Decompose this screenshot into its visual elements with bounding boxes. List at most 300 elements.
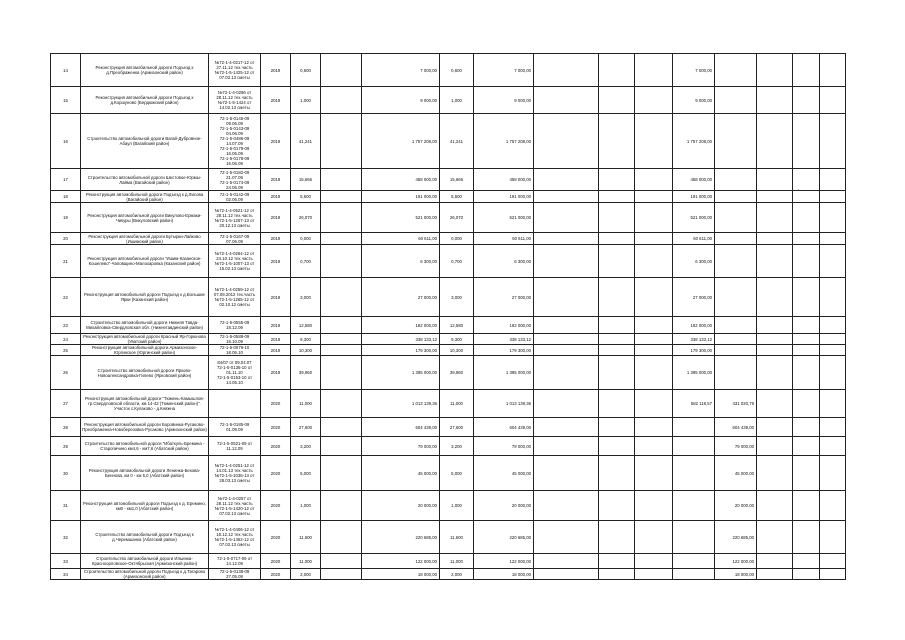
cell-cost-2: 179 300,00 — [474, 345, 534, 356]
cell-blank-d — [635, 356, 673, 390]
cell-cost: 182 000,00 — [362, 317, 440, 334]
cell-row-number: 33 — [51, 554, 81, 569]
cell-value-2019 — [673, 521, 715, 554]
cell-length: 3,000 — [291, 278, 321, 317]
cell-blank-f — [820, 418, 846, 437]
cell-blank-b — [534, 437, 599, 456]
cell-value-later — [757, 54, 793, 87]
cell-blank-b — [534, 191, 599, 203]
cell-length-2: 41,241 — [440, 114, 474, 169]
cell-blank-a — [321, 554, 362, 569]
cell-cost: 179 300,00 — [362, 345, 440, 356]
cell-value-later — [757, 569, 793, 580]
cell-year: 2019 — [261, 345, 291, 356]
cell-year: 2019 — [261, 317, 291, 334]
cell-blank-d — [635, 54, 673, 87]
cell-cost: 604 439,00 — [362, 418, 440, 437]
cell-value-2019 — [673, 491, 715, 521]
cell-value-later — [757, 233, 793, 245]
cell-blank-b — [534, 390, 599, 418]
cell-value-2019: 521 000,00 — [673, 203, 715, 233]
cell-blank-f — [820, 356, 846, 390]
cell-length: 2,000 — [291, 569, 321, 580]
cell-blank-e — [793, 169, 820, 191]
cell-year: 2019 — [261, 191, 291, 203]
cell-blank-d — [635, 437, 673, 456]
cell-value-2020: 122 000,00 — [715, 554, 757, 569]
cell-value-2020: 20 000,00 — [715, 491, 757, 521]
cell-cost-2: 60 611,00 — [474, 233, 534, 245]
cell-cost-2: 122 000,00 — [474, 554, 534, 569]
cell-blank-c — [599, 390, 635, 418]
cell-length: 10,300 — [291, 345, 321, 356]
cell-length: 41,241 — [291, 114, 321, 169]
cell-blank-a — [321, 191, 362, 203]
table-row — [51, 245, 846, 278]
cell-blank-f — [820, 245, 846, 278]
cell-object-name: Строительство автомобильной дороги "Ибаткуль-Бремина - Старопичино км4,6 - км7,6 (Абатский район) — [81, 437, 209, 456]
cell-length: 12,580 — [291, 317, 321, 334]
cell-blank-d — [635, 114, 673, 169]
cell-year: 2020 — [261, 521, 291, 554]
cell-blank-b — [534, 554, 599, 569]
cell-blank-b — [534, 114, 599, 169]
cell-cost: 1 395 000,00 — [362, 356, 440, 390]
cell-blank-d — [635, 317, 673, 334]
cell-value-later — [757, 437, 793, 456]
cell-length-2: 1,000 — [440, 87, 474, 114]
cell-value-2019: 582 118,57 — [673, 390, 715, 418]
cell-project-doc — [209, 390, 261, 418]
cell-length-2: 2,000 — [440, 569, 474, 580]
cell-blank-b — [534, 87, 599, 114]
cell-year: 2020 — [261, 437, 291, 456]
cell-blank-d — [635, 456, 673, 491]
cell-length: 5,000 — [291, 456, 321, 491]
cell-blank-e — [793, 114, 820, 169]
cell-object-name: Реконструкция автомобильной дороги Подъезд к д.Большие Ярки (Казанский район) — [81, 278, 209, 317]
cell-blank-e — [793, 491, 820, 521]
cell-object-name: Реконструкция автомобильной дороги Боровинка-Русаково-Преображенка-Новоберезовка-Русаково (Армизонский район) — [81, 418, 209, 437]
cell-value-2019: 6 300,00 — [673, 245, 715, 278]
cell-value-2020 — [715, 54, 757, 87]
cell-row-number: 17 — [51, 169, 81, 191]
cell-value-later — [757, 317, 793, 334]
table-row — [51, 191, 846, 203]
cell-blank-e — [793, 245, 820, 278]
cell-value-later — [757, 345, 793, 356]
cell-cost: 7 000,00 — [362, 54, 440, 87]
cell-length: 27,600 — [291, 418, 321, 437]
table-body — [51, 54, 846, 580]
cell-object-name: Реконструкция автомобильной дороги Подъезд к д. Еремино, км0 - км1,0 (Абатский район) — [81, 491, 209, 521]
cell-cost-2: 521 000,00 — [474, 203, 534, 233]
document-sheet — [50, 53, 845, 580]
cell-blank-c — [599, 569, 635, 580]
cell-value-later — [757, 521, 793, 554]
cell-value-2020 — [715, 278, 757, 317]
cell-year: 2019 — [261, 245, 291, 278]
cell-cost: 220 685,00 — [362, 521, 440, 554]
cell-blank-e — [793, 418, 820, 437]
cell-cost: 1 013 139,36 — [362, 390, 440, 418]
cell-value-2020 — [715, 245, 757, 278]
table-row — [51, 554, 846, 569]
table-row — [51, 334, 846, 345]
cell-blank-c — [599, 191, 635, 203]
table-row — [51, 569, 846, 580]
cell-blank-e — [793, 390, 820, 418]
cell-blank-e — [793, 334, 820, 345]
cell-length: 1,000 — [291, 491, 321, 521]
cell-length-2: 11,000 — [440, 554, 474, 569]
cell-project-doc: 84/07 от 09.04.07 72-1-5-0136-10 от 01.11.10 72-1-5-0153-10 от 14.05.10 — [209, 356, 261, 390]
cell-row-number: 32 — [51, 521, 81, 554]
cell-blank-c — [599, 554, 635, 569]
cell-value-later — [757, 191, 793, 203]
cell-cost-2: 220 685,00 — [474, 521, 534, 554]
cell-row-number: 25 — [51, 345, 81, 356]
cell-object-name: Реконструкция автомобильной дороги Красный Яр-Горюнова (Уватский район) — [81, 334, 209, 345]
cell-value-2019: 179 300,00 — [673, 345, 715, 356]
cell-blank-a — [321, 345, 362, 356]
cell-length-2: 11,600 — [440, 521, 474, 554]
cell-project-doc: 72-1-5-0185-09 01.09.09 — [209, 418, 261, 437]
cell-year: 2020 — [261, 456, 291, 491]
cell-cost-2: 18 000,00 — [474, 569, 534, 580]
table-row — [51, 317, 846, 334]
table-row — [51, 169, 846, 191]
cell-blank-d — [635, 191, 673, 203]
cell-cost-2: 20 000,00 — [474, 491, 534, 521]
cell-blank-f — [820, 203, 846, 233]
cell-cost: 18 000,00 — [362, 569, 440, 580]
cell-cost-2: 27 000,00 — [474, 278, 534, 317]
cell-value-2019: 1 757 208,00 — [673, 114, 715, 169]
cell-length-2: 3,200 — [440, 437, 474, 456]
cell-blank-f — [820, 87, 846, 114]
cell-blank-a — [321, 54, 362, 87]
cell-row-number: 26 — [51, 356, 81, 390]
cell-blank-e — [793, 203, 820, 233]
cell-project-doc: №72-1-4-0264-12 от 24.10.12 тех.часть №72-1-5-1007-13 от 15.02.13 сметы — [209, 245, 261, 278]
cell-length: 0,000 — [291, 233, 321, 245]
cell-year: 2020 — [261, 569, 291, 580]
cell-object-name: Строительство автомобильной дороги Ильинка-Красноорловское-Октябрьская (Армизонский район) — [81, 554, 209, 569]
cell-cost: 458 000,00 — [362, 169, 440, 191]
cell-value-2020 — [715, 114, 757, 169]
cell-blank-d — [635, 245, 673, 278]
cell-cost-2: 79 000,00 — [474, 437, 534, 456]
cell-cost: 45 000,00 — [362, 456, 440, 491]
cell-cost-2: 182 000,00 — [474, 317, 534, 334]
cell-project-doc: №72-1-4-0251-12 от 14.01.13 тех.часть №72-1-5-1036-13 от 28.03.13 сметы — [209, 456, 261, 491]
cell-cost-2: 6 300,00 — [474, 245, 534, 278]
cell-object-name: Реконструкция автомобильной дороги Ленинка-Бекова-Беннова, км 0 - км 5,0 (Абатский район) — [81, 456, 209, 491]
cell-blank-d — [635, 521, 673, 554]
cell-blank-c — [599, 345, 635, 356]
cell-value-later — [757, 278, 793, 317]
cell-value-2020 — [715, 345, 757, 356]
cell-blank-a — [321, 569, 362, 580]
cell-project-doc: №72-1-4-0257 от 28.11.12 тех.часть №72-1-5-1420-12 от 07.02.13 сметы — [209, 491, 261, 521]
cell-value-later — [757, 169, 793, 191]
cell-value-2019 — [673, 554, 715, 569]
cell-blank-f — [820, 569, 846, 580]
cell-value-2019 — [673, 569, 715, 580]
table-row — [51, 521, 846, 554]
cell-object-name: Реконструкция автомобильной дороги Подъезд к д.Коршуново (Бердюжский район) — [81, 87, 209, 114]
cell-project-doc: 72-1-5-0145-09 09.06.09 72-1-5-0143-09 04.06.09 72-1-5-0486-09 14.07.09 72-1-5-0179-09 16.06.09 72-1-5-0178-09 16.06.09 — [209, 114, 261, 169]
cell-blank-e — [793, 437, 820, 456]
cell-blank-e — [793, 569, 820, 580]
cell-object-name: Реконструкция автомобильной дороги "Ишим-Казанское-Кошелево"-Чаповщино-Малохаровка (Казанский район) — [81, 245, 209, 278]
cell-value-later — [757, 334, 793, 345]
cell-blank-f — [820, 390, 846, 418]
cell-project-doc: 72-1-5-0167-09 07.06.09 — [209, 233, 261, 245]
cell-value-2019: 27 000,00 — [673, 278, 715, 317]
cell-blank-c — [599, 456, 635, 491]
cell-blank-b — [534, 491, 599, 521]
table-row — [51, 114, 846, 169]
cell-blank-e — [793, 317, 820, 334]
cell-blank-f — [820, 233, 846, 245]
cell-cost: 60 611,00 — [362, 233, 440, 245]
cell-blank-b — [534, 521, 599, 554]
cell-value-2019: 182 000,00 — [673, 317, 715, 334]
cell-cost-2: 338 133,12 — [474, 334, 534, 345]
mark: . — [798, 186, 800, 192]
cell-object-name: Реконструкция автомобильной дороги Викулово-Ермаки-Чикуры (Викуловский район) — [81, 203, 209, 233]
cell-cost: 6 300,00 — [362, 245, 440, 278]
cell-value-2020 — [715, 356, 757, 390]
cell-blank-b — [534, 456, 599, 491]
cell-blank-a — [321, 87, 362, 114]
cell-project-doc: 72-1-5-0588-09 15.10.09 — [209, 334, 261, 345]
cell-blank-c — [599, 437, 635, 456]
cell-length-2: 27,600 — [440, 418, 474, 437]
cell-year: 2020 — [261, 390, 291, 418]
cell-blank-d — [635, 390, 673, 418]
cell-project-doc: №72-1-4-0406-12 от 18.12.12 тех.часть №72-1-5-1452-12 от 07.02.13 сметы — [209, 521, 261, 554]
cell-blank-c — [599, 334, 635, 345]
cell-value-2019 — [673, 437, 715, 456]
cell-blank-b — [534, 345, 599, 356]
cell-object-name: Строительство автомобильной дороги Ярково-Новоалександровка-Гилево (Ярковский район) — [81, 356, 209, 390]
cell-blank-a — [321, 491, 362, 521]
cell-value-2020: 45 000,00 — [715, 456, 757, 491]
cell-length: 26,070 — [291, 203, 321, 233]
cell-project-doc: 72-1-5-0555-09 18.12.09 — [209, 317, 261, 334]
cell-value-2019 — [673, 418, 715, 437]
cell-project-doc: 72-1-5-0079-10 18.06.10 — [209, 345, 261, 356]
cell-length-2: 15,666 — [440, 169, 474, 191]
cell-object-name: Строительство автомобильной дороги Подъезд к д.Тагарово (Армизонский район) — [81, 569, 209, 580]
cell-blank-a — [321, 169, 362, 191]
cell-value-2020 — [715, 203, 757, 233]
cell-value-2019: 458 000,00 — [673, 169, 715, 191]
cell-blank-d — [635, 345, 673, 356]
cell-blank-f — [820, 334, 846, 345]
cell-blank-a — [321, 203, 362, 233]
cell-value-2020 — [715, 191, 757, 203]
cell-blank-a — [321, 334, 362, 345]
cell-year: 2019 — [261, 87, 291, 114]
cell-value-2020: 79 000,00 — [715, 437, 757, 456]
cell-value-later — [757, 87, 793, 114]
cell-row-number: 29 — [51, 437, 81, 456]
cell-row-number: 28 — [51, 418, 81, 437]
cell-blank-d — [635, 569, 673, 580]
cell-blank-d — [635, 554, 673, 569]
cell-blank-f — [820, 169, 846, 191]
cell-value-later — [757, 356, 793, 390]
cell-blank-a — [321, 114, 362, 169]
table-row — [51, 345, 846, 356]
table-row — [51, 456, 846, 491]
cell-blank-f — [820, 521, 846, 554]
cell-cost: 122 000,00 — [362, 554, 440, 569]
cell-cost-2: 45 000,00 — [474, 456, 534, 491]
cell-cost: 20 000,00 — [362, 491, 440, 521]
cell-blank-d — [635, 233, 673, 245]
cell-blank-d — [635, 203, 673, 233]
cell-year: 2019 — [261, 114, 291, 169]
cell-value-2020 — [715, 233, 757, 245]
cell-cost-2: 1 013 139,36 — [474, 390, 534, 418]
cell-blank-a — [321, 437, 362, 456]
cell-length-2: 26,070 — [440, 203, 474, 233]
cell-blank-e — [793, 191, 820, 203]
cell-blank-c — [599, 245, 635, 278]
cell-value-2020 — [715, 169, 757, 191]
table-row — [51, 233, 846, 245]
cell-length-2: 9,300 — [440, 334, 474, 345]
cell-value-2020 — [715, 334, 757, 345]
cell-blank-a — [321, 418, 362, 437]
cell-blank-c — [599, 87, 635, 114]
cell-blank-b — [534, 203, 599, 233]
cell-blank-b — [534, 278, 599, 317]
cell-row-number: 24 — [51, 334, 81, 345]
cell-blank-d — [635, 87, 673, 114]
cell-blank-b — [534, 169, 599, 191]
table-row — [51, 418, 846, 437]
table-row — [51, 203, 846, 233]
cell-value-2019: 191 000,00 — [673, 191, 715, 203]
cell-project-doc: №72-1-4-0217-12 от 27.11.12 тех.часть №72-1-5-1425-12 от 07.02.13 сметы — [209, 54, 261, 87]
cell-row-number: 21 — [51, 245, 81, 278]
cell-blank-e — [793, 456, 820, 491]
cell-length: 11,600 — [291, 521, 321, 554]
cell-cost-2: 1 395 000,00 — [474, 356, 534, 390]
cell-year: 2019 — [261, 203, 291, 233]
table-row — [51, 54, 846, 87]
cell-row-number: 20 — [51, 233, 81, 245]
cell-year: 2019 — [261, 278, 291, 317]
cell-value-2020 — [715, 317, 757, 334]
cell-blank-e — [793, 554, 820, 569]
cell-value-later — [757, 114, 793, 169]
cell-blank-a — [321, 233, 362, 245]
cell-blank-a — [321, 245, 362, 278]
cell-blank-a — [321, 521, 362, 554]
cell-blank-b — [534, 569, 599, 580]
cell-blank-c — [599, 278, 635, 317]
cell-blank-f — [820, 437, 846, 456]
cell-length-2: 1,000 — [440, 491, 474, 521]
cell-year: 2019 — [261, 169, 291, 191]
cell-blank-c — [599, 169, 635, 191]
cell-cost: 1 757 208,00 — [362, 114, 440, 169]
cell-project-doc: 72-1-5-0142-09 02.06.09 — [209, 191, 261, 203]
cell-value-2019: 1 395 000,00 — [673, 356, 715, 390]
cell-length: 0,600 — [291, 54, 321, 87]
table-row — [51, 390, 846, 418]
cell-value-2020 — [715, 87, 757, 114]
cell-object-name: Реконструкция автомобильной дороги Подъезд к д.Лисова (Вагайский район) — [81, 191, 209, 203]
cell-row-number: 15 — [51, 87, 81, 114]
cell-project-doc: №72-1-4-0259-12 от 07.09.2012 тех.часть №72-1-5-1265-12 от 02.10.12 сметы — [209, 278, 261, 317]
cell-year: 2020 — [261, 554, 291, 569]
cell-blank-e — [793, 356, 820, 390]
cell-blank-b — [534, 54, 599, 87]
cell-blank-d — [635, 278, 673, 317]
cell-blank-f — [820, 345, 846, 356]
cell-year: 2020 — [261, 418, 291, 437]
cell-length: 3,200 — [291, 437, 321, 456]
cell-project-doc: №72-1-4-0521-12 от 28.11.12 тех.часть №72-1-5-1267-13 от 20.12.13 сметы — [209, 203, 261, 233]
cell-blank-e — [793, 54, 820, 87]
cell-blank-f — [820, 191, 846, 203]
cell-blank-e — [793, 87, 820, 114]
cell-length: 15,666 — [291, 169, 321, 191]
cell-value-2019: 7 000,00 — [673, 54, 715, 87]
cell-year: 2019 — [261, 54, 291, 87]
cell-blank-c — [599, 418, 635, 437]
cell-row-number: 16 — [51, 114, 81, 169]
cell-length: 1,000 — [291, 87, 321, 114]
cell-blank-d — [635, 169, 673, 191]
cell-length: 39,960 — [291, 356, 321, 390]
cell-year: 2019 — [261, 334, 291, 345]
cell-blank-c — [599, 203, 635, 233]
cell-blank-c — [599, 521, 635, 554]
cell-project-doc: 72-1-5-0717-09 от 14.12.09 — [209, 554, 261, 569]
cell-row-number: 22 — [51, 278, 81, 317]
cell-cost-2: 1 757 208,00 — [474, 114, 534, 169]
cell-value-2020: 604 439,00 — [715, 418, 757, 437]
cell-length-2: 11,000 — [440, 390, 474, 418]
cell-value-2020: 431 020,79 — [715, 390, 757, 418]
cell-cost: 338 133,12 — [362, 334, 440, 345]
cell-value-later — [757, 456, 793, 491]
cell-length: 0,700 — [291, 245, 321, 278]
cell-blank-e — [793, 233, 820, 245]
cell-blank-c — [599, 356, 635, 390]
cell-cost: 191 000,00 — [362, 191, 440, 203]
cell-length-2: 12,580 — [440, 317, 474, 334]
cell-length: 11,000 — [291, 554, 321, 569]
cell-blank-b — [534, 317, 599, 334]
table-row — [51, 491, 846, 521]
cell-value-later — [757, 245, 793, 278]
cell-cost: 9 000,00 — [362, 87, 440, 114]
table-row — [51, 356, 846, 390]
cell-length-2: 0,600 — [440, 54, 474, 87]
cell-cost-2: 604 439,00 — [474, 418, 534, 437]
cell-value-later — [757, 203, 793, 233]
